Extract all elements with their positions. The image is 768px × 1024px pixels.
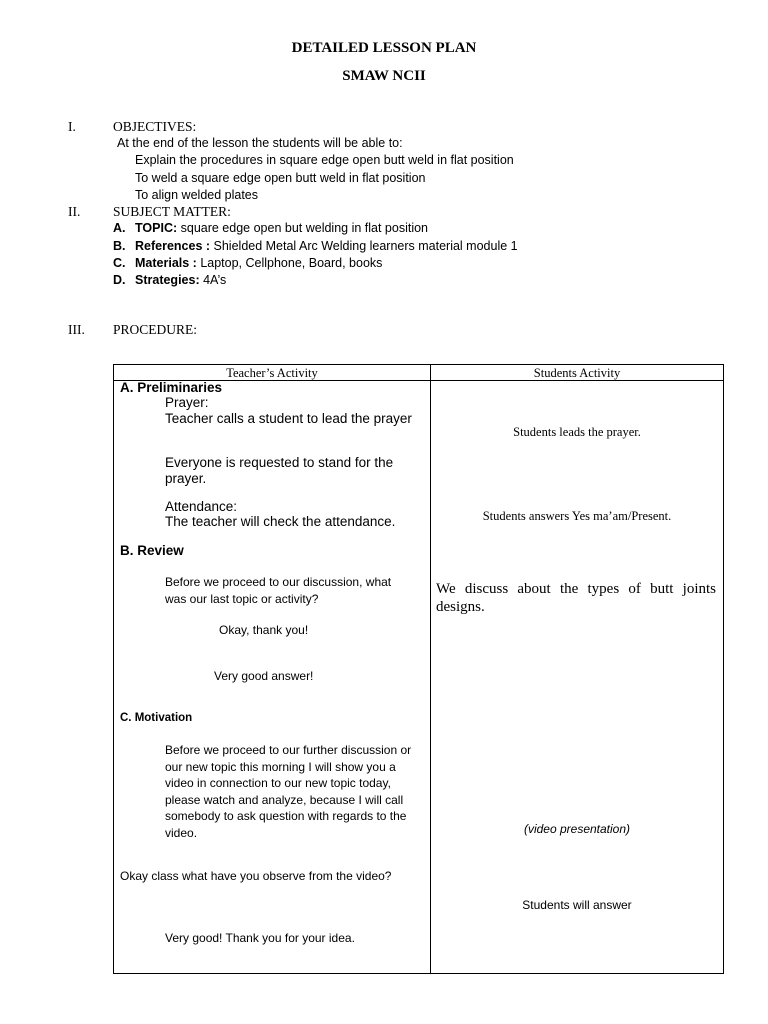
review-thanks: Okay, thank you! [219, 623, 309, 637]
attendance-label: Attendance: [165, 499, 238, 514]
subject-item-value: Shielded Metal Arc Welding learners material module 1 [210, 239, 518, 253]
subject-item-letter: D. [113, 273, 126, 287]
subject-item-references [135, 239, 518, 253]
table-border-left [113, 364, 114, 974]
attendance-text: The teacher will check the attendance. [165, 514, 396, 529]
observe-question: Okay class what have you observe from the video? [120, 869, 392, 883]
students-video-presentation: (video presentation) [523, 822, 631, 836]
review-question: Before we proceed to our discussion, what was our last topic or activity? [165, 575, 392, 606]
section-title-procedure: PROCEDURE: [113, 322, 198, 337]
section-title-subject-matter: SUBJECT MATTER: [113, 204, 231, 219]
prayer-label: Prayer: [165, 395, 209, 410]
review-praise: Very good answer! [214, 669, 314, 683]
subject-item-materials [135, 256, 382, 270]
subject-item-strategies [135, 273, 226, 287]
heading-review: B. Review [120, 543, 184, 558]
students-prayer: Students leads the prayer. [513, 425, 641, 439]
subject-item-letter: A. [113, 221, 126, 235]
table-header-teacher: Teacher’s Activity [226, 366, 318, 380]
table-header-students: Students Activity [533, 366, 621, 380]
objective-item: To align welded plates [135, 188, 258, 202]
prayer-instruction: Teacher calls a student to lead the prayer [165, 411, 412, 426]
subject-item-label: Strategies: [135, 273, 200, 287]
heading-preliminaries: A. Preliminaries [120, 380, 223, 395]
document-title: DETAILED LESSON PLAN [291, 40, 477, 56]
document-subtitle: SMAW NCII [342, 68, 426, 84]
subject-item-letter: C. [113, 256, 126, 270]
motivation-text: Before we proceed to our further discussion or our new topic this morning I will show you a video in connection to our new topic today, please watch and analyze, because I will call somebody to ask question with regards to the video. [165, 743, 412, 840]
subject-item-value: square edge open but welding in flat position [177, 221, 429, 235]
prayer-stand-request: Everyone is requested to stand for the prayer. [165, 455, 394, 486]
subject-item-letter: B. [113, 239, 126, 253]
subject-item-value: 4A’s [199, 273, 227, 287]
subject-item-label: Materials : [135, 256, 197, 270]
subject-item-topic [135, 221, 428, 235]
section-number-procedure: III. [68, 322, 85, 337]
table-border-top [113, 364, 724, 365]
table-border-bottom [113, 973, 724, 974]
section-title-objectives: OBJECTIVES: [113, 119, 197, 134]
objectives-intro: At the end of the lesson the students will be able to: [117, 136, 403, 150]
objective-item: To weld a square edge open butt weld in flat position [135, 171, 426, 185]
closing-praise: Very good! Thank you for your idea. [165, 931, 355, 945]
table-column-divider [430, 364, 431, 974]
students-attendance: Students answers Yes ma’am/Present. [482, 509, 672, 523]
subject-item-label: TOPIC: [135, 221, 178, 235]
heading-motivation: C. Motivation [120, 712, 193, 724]
section-number-objectives: I. [68, 119, 76, 134]
section-number-subject-matter: II. [68, 204, 81, 219]
objective-item: Explain the procedures in square edge open butt weld in flat position [135, 153, 514, 167]
subject-item-label: References : [135, 239, 211, 253]
subject-item-value: Laptop, Cellphone, Board, books [196, 256, 383, 270]
students-review-answer: We discuss about the types of butt joints designs. [436, 581, 716, 615]
students-will-answer: Students will answer [522, 898, 632, 912]
table-border-right [723, 364, 724, 974]
